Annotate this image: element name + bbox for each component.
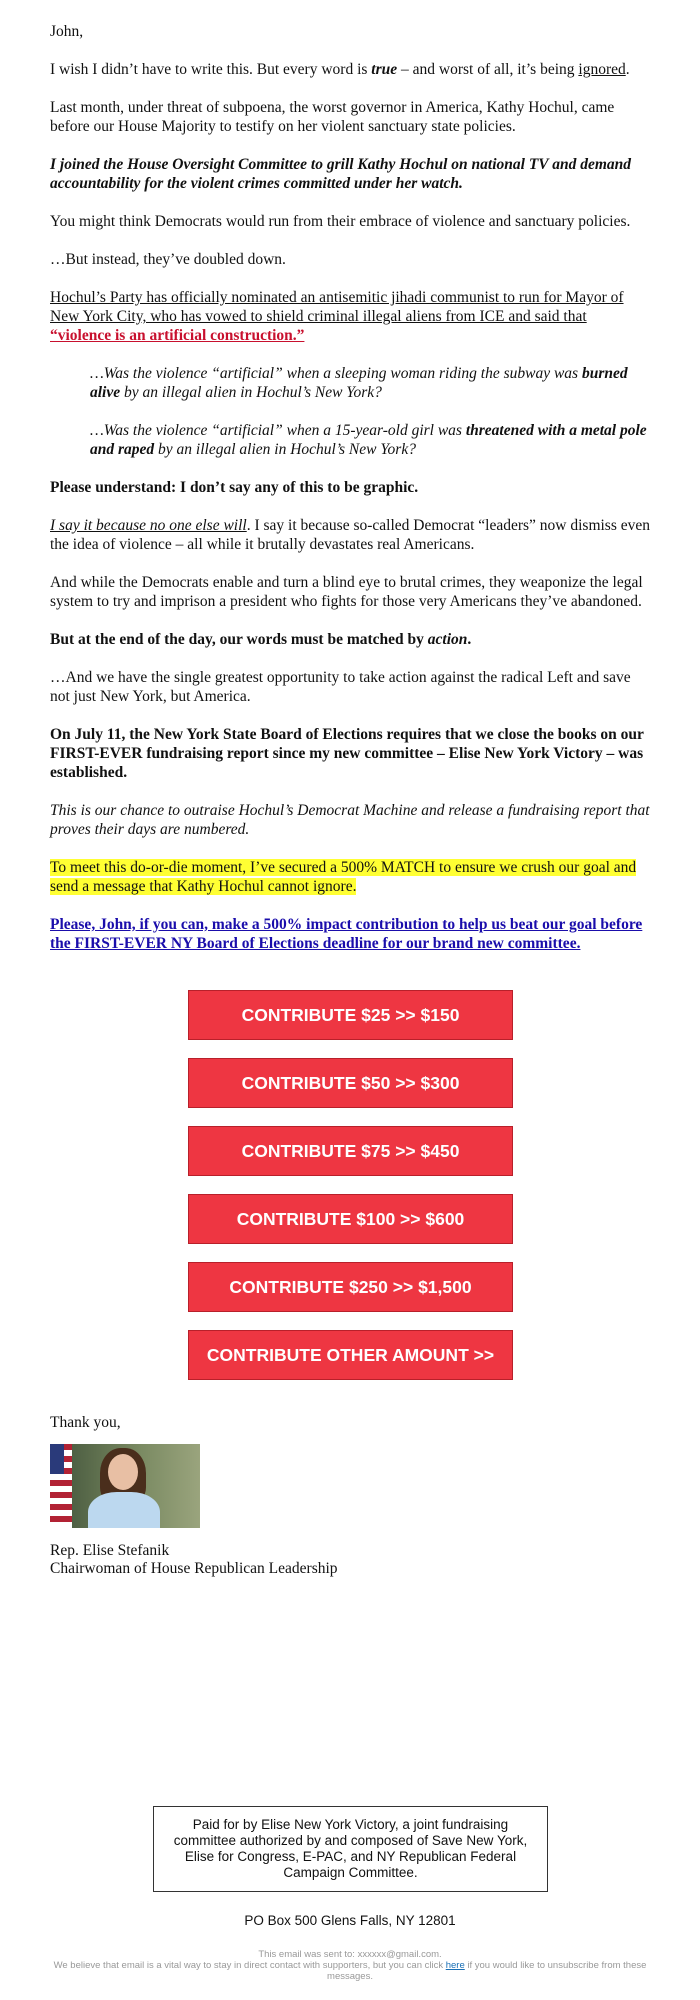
paragraph-8 (50, 516, 650, 554)
paid-for-disclaimer: Paid for by Elise New York Victory, a joint fundraising committee authorized by and composed of Save New York, Elise for Congress, E-PAC, and NY Republican Federal Campaign Committee. (153, 1806, 548, 1892)
contribute-100-button[interactable]: CONTRIBUTE $100 >> $600 (188, 1194, 513, 1244)
text: We believe that email is a vital way to stay in direct contact with supporters, but you can click (53, 1960, 446, 1971)
text: I wish I didn’t have to write this. But every word is (50, 61, 372, 78)
paragraph-10 (50, 630, 650, 649)
mailing-address: PO Box 500 Glens Falls, NY 12801 (244, 1913, 456, 1928)
emphasis-action: action (427, 631, 468, 648)
contribute-25-button[interactable]: CONTRIBUTE $25 >> $150 (188, 990, 513, 1040)
emphasis-ignored: ignored (578, 61, 626, 78)
text: . (467, 631, 472, 648)
contribute-75-button[interactable]: CONTRIBUTE $75 >> $450 (188, 1126, 513, 1176)
indented-question-1 (90, 364, 650, 402)
paragraph-12: On July 11, the New York State Board of Elections requires that we close the books on our FIRST-EVER fundraising report since my new committee – Elise New York Victory – was established. (50, 726, 644, 781)
highlighted-text: To meet this do-or-die moment, I’ve secured a 500% MATCH to ensure we crush our goal and send a message that Kathy Hochul cannot ignore. (50, 859, 637, 895)
portrait-shirt (88, 1492, 160, 1528)
paragraph-4: You might think Democrats would run from their embrace of violence and sanctuary policies. (50, 213, 631, 230)
emphasis: threatened with a metal pole and raped (90, 422, 647, 458)
contribute-buttons (188, 990, 513, 1398)
paragraph-2: Last month, under threat of subpoena, the worst governor in America, Kathy Hochul, came before our House Majority to testify on her violent sanctuary state policies. (50, 99, 615, 135)
paragraph-9: And while the Democrats enable and turn a blind eye to brutal crimes, they weaponize the legal system to try and imprison a president who fights for those very Americans they’ve abandoned. (50, 574, 643, 610)
text: by an illegal alien in Hochul’s New York? (154, 441, 416, 458)
indented-question-2 (90, 421, 650, 459)
text: if you would like to unsubscribe from these messages. (327, 1960, 647, 1982)
underlined-text: Hochul’s Party has officially nominated an antisemitic jihadi communist to run for Mayor of New York City, who has vowed to shield criminal illegal aliens from ICE and said that (50, 289, 624, 325)
text: – and worst of all, it’s being (397, 61, 579, 78)
flag-canton (50, 1444, 64, 1474)
fine-print (50, 1949, 650, 1982)
text: But at the end of the day, our words must be matched by (50, 631, 428, 648)
red-quote: “violence is an artificial construction.” (50, 327, 305, 344)
contribute-50-button[interactable]: CONTRIBUTE $50 >> $300 (188, 1058, 513, 1108)
portrait-photo (50, 1444, 200, 1528)
paragraph-3: I joined the House Oversight Committee to grill Kathy Hochul on national TV and demand accountability for the violent crimes committed under her watch. (50, 156, 632, 192)
portrait-face (108, 1454, 138, 1490)
letter-body (50, 22, 650, 972)
contribute-other-button[interactable]: CONTRIBUTE OTHER AMOUNT >> (188, 1330, 513, 1380)
signature (50, 1414, 650, 1578)
sent-to-notice: This email was sent to: xxxxxx@gmail.com. (258, 1949, 442, 1960)
text: . (625, 61, 630, 78)
signer-name: Rep. Elise Stefanik (50, 1542, 170, 1559)
unsubscribe-link[interactable]: here (445, 1960, 465, 1971)
contribute-250-button[interactable]: CONTRIBUTE $250 >> $1,500 (188, 1262, 513, 1312)
paragraph-1 (50, 60, 650, 79)
closing: Thank you, (50, 1414, 121, 1431)
paragraph-14 (50, 858, 650, 896)
greeting: John, (50, 23, 84, 40)
underlined-italic-text: I say it because no one else will (50, 517, 247, 534)
contribute-link[interactable]: Please, John, if you can, make a 500% impact contribution to help us beat our goal before the FIRST-EVER NY Board of Elections deadline for our brand new committee. (50, 916, 643, 952)
unsubscribe-notice (50, 1960, 650, 1982)
text: by an illegal alien in Hochul’s New York? (120, 384, 382, 401)
text: . I say it because so-called Democrat “leaders” now dismiss even the idea of violence – all while it brutally devastates real Americans. (50, 517, 650, 553)
paragraph-5: …But instead, they’ve doubled down. (50, 251, 286, 268)
paragraph-15 (50, 915, 650, 953)
emphasis: burned alive (90, 365, 628, 401)
paragraph-13: This is our chance to outraise Hochul’s Democrat Machine and release a fundraising report that proves their days are numbered. (50, 802, 650, 838)
text: …Was the violence “artificial” when a 15-year-old girl was (90, 422, 466, 439)
paragraph-7: Please understand: I don’t say any of this to be graphic. (50, 479, 419, 496)
emphasis-true: true (371, 61, 398, 78)
signer-title: Chairwoman of House Republican Leadership (50, 1560, 338, 1577)
text: …Was the violence “artificial” when a sleeping woman riding the subway was (90, 365, 582, 382)
paragraph-6 (50, 288, 650, 345)
paragraph-11: …And we have the single greatest opportunity to take action against the radical Left and save not just New York, but America. (50, 669, 631, 705)
